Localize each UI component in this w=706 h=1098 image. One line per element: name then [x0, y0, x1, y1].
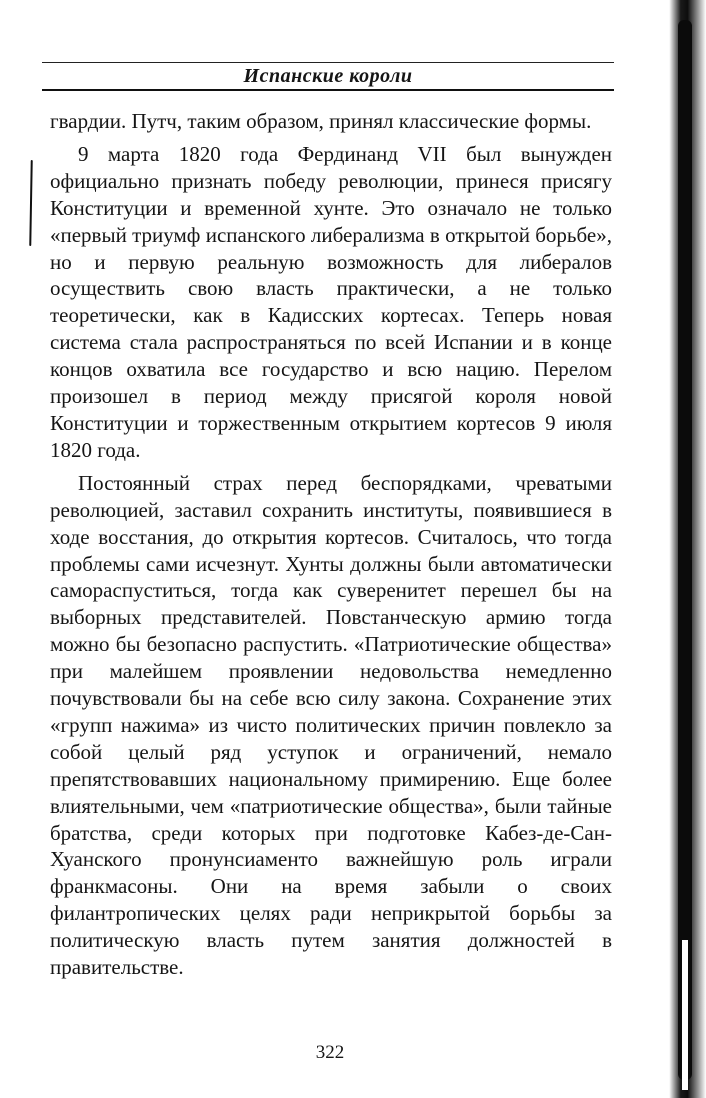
paragraph-3: Постоянный страх перед беспорядками, чреватыми революцией, заставил сохранить институты, появившиеся в ходе восстания, до открытия кортесов. Считалось, что тогда проблемы сами исчезнут. Хунты должны были автоматически самораспуститься, тогда как суверенитет перешел бы на выборных представителей. Повстанческую армию тогда можно бы безопасно распустить. «Патриотические общества» при малейшем проявлении недовольства немедленно почувствовали бы на себе всю силу закона. Сохранение этих «групп нажима» из чисто политических причин повлекло за собой целый ряд уступок и ограничений, немало препятствовавших национальному примирению. Еще более влиятельными, чем «патриотические общества», были тайные братства, среди которых при подготовке Кабез-де-Сан-Хуанского пронунсиаменто важнейшую роль играли франкмасоны. Они на время забыли о своих филантропических целях ради неприкрытой борьбы за политическую власть путем занятия должностей в правительстве. — [50, 470, 612, 980]
header-bottom-rule — [42, 89, 614, 91]
scan-edge-band — [678, 20, 692, 1080]
scan-edge-gap — [682, 940, 688, 1090]
scan-edge-shadow — [660, 0, 706, 1098]
paragraph-2: 9 марта 1820 года Фердинанд VII был вынужден официально признать победу революции, принеся присягу Конституции и временной хунте. Это означало не только «первый триумф испанского либерализма в открытой борьбе», но и первую реальную возможность для либералов осуществить свою власть практически, а не только теоретически, как в Кадисских кортесах. Теперь новая система стала распространяться по всей Испании и в конце концов охватила все государство и всю нацию. Перелом произошел в период между присягой короля новой Конституции и торжественным открытием кортесов 9 июля 1820 года. — [50, 141, 612, 462]
margin-bracket-mark — [29, 160, 33, 246]
running-header: Испанские короли — [243, 65, 413, 87]
header-top-rule — [42, 62, 614, 63]
paragraph-1: гвардии. Путч, таким образом, принял классические формы. — [50, 109, 592, 133]
text-body — [50, 108, 612, 981]
page-number: 322 — [315, 1042, 345, 1063]
